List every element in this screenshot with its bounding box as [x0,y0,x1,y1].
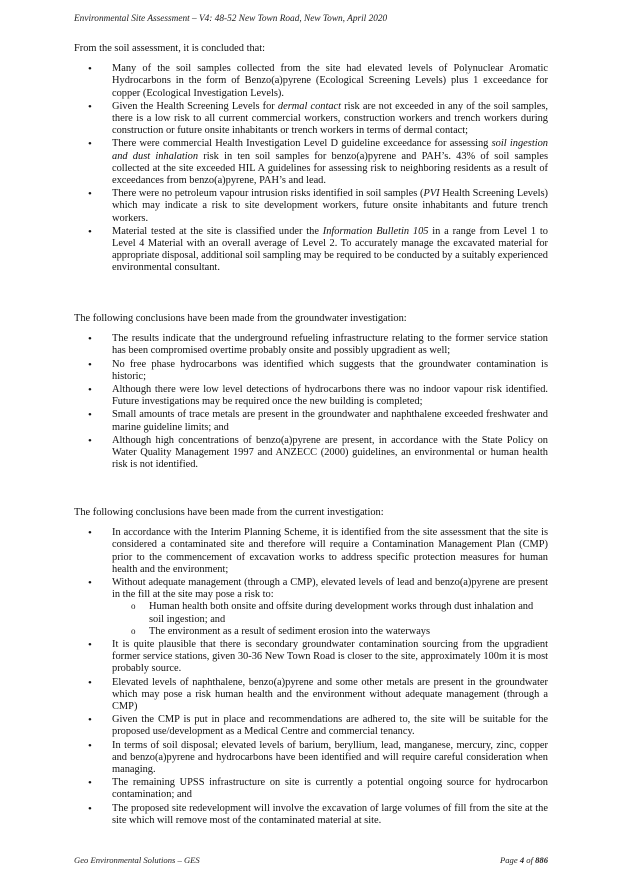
footer-page-of: of [524,855,536,865]
groundwater-bullet-1: • The results indicate that the underground refueling infrastructure relating to the former service station has been compromised overtime probably onsite and possibly upgradient as well; [112,333,548,357]
footer-page-number [500,855,548,865]
soil-bullet-1-text: Many of the soil samples collected from the site had elevated levels of Polynuclear Aromatic Hydrocarbons in the form of Benzo(a)pyrene (Ecological Screening Levels) plus 1 exceedance for copper (Ecological Investigation Levels). [112,63,548,99]
current-bullet-3: • It is quite plausible that there is secondary groundwater contamination sourcing from the upgradient former service stations, given 30-36 New Town Road is closer to the site, approximately 100m it is most probably source. [112,639,548,676]
current-intro: The following conclusions have been made from the current investigation: [74,507,384,518]
current-bullet-5: • Given the CMP is put in place and recommendations are adhered to, the site will be suitable for the proposed use/development as a Medical Centre and commercial tenancy. [112,714,548,738]
groundwater-list [74,333,548,471]
soil-section [74,43,548,276]
groundwater-bullet-2: • No free phase hydrocarbons was identified which suggests that the groundwater contamination is historic; [112,359,548,383]
soil-intro: From the soil assessment, it is concluded that: [74,43,266,54]
soil-bullet-3-italic: soil ingestion and dust inhalation [112,138,548,162]
soil-bullet-4-italic: PVI [423,188,440,200]
soil-bullet-3-text-a: There were commercial Health Investigation Level D guideline exceedance for assessing [112,138,492,150]
soil-bullet-2-text-a: Given the Health Screening Levels for [112,100,278,112]
soil-bullet-5-text-a: Material tested at the site is classified under the [112,225,323,237]
soil-list [74,63,548,274]
current-list [74,527,548,827]
soil-bullet-3 [112,138,548,187]
soil-bullet-3-text-b: risk in ten soil samples for benzo(a)pyrene and PAH’s. 43% of soil samples collected at the site exceeded HIL A guidelines for assessing risk to neighboring residents as a result of exceedances from benzo(a)pyrene, PAH’s and lead. [112,150,548,187]
soil-bullet-4 [112,188,548,225]
footer-page-total: 886 [535,855,548,865]
current-bullet-2-text: Without adequate management (through a CMP), elevated levels of lead and benzo(a)pyrene are present in the fill at the site may pose a risk to: [112,577,548,601]
groundwater-bullet-5: • Although high concentrations of benzo(a)pyrene are present, in accordance with the State Policy on Water Quality Management 1997 and ANZECC (2000) guidelines, an environmental or human health risk is not identified. [112,435,548,472]
groundwater-bullet-4: • Small amounts of trace metals are present in the groundwater and naphthalene exceeded freshwater and marine guideline limits; and [112,409,548,433]
soil-bullet-5 [112,226,548,275]
footer-page-current: 4 [519,855,525,865]
current-bullet-2 [112,577,548,638]
current-sub-bullet-1: o Human health both onsite and offsite during development works through dust inhalation and soil ingestion; and [149,601,548,625]
current-bullet-7: • The remaining UPSS infrastructure on site is currently a potential ongoing source for hydrocarbon contamination; and [112,777,548,801]
current-bullet-6: • In terms of soil disposal; elevated levels of barium, beryllium, lead, manganese, mercury, zinc, copper and benzo(a)pyrene and hydrocarbons have been identified and will require careful consideration when managing. [112,740,548,777]
page-footer [74,855,548,865]
soil-bullet-2 [112,101,548,138]
current-sublist [112,601,548,638]
soil-bullet-5-text-b: in a range from Level 1 to Level 4 Material with an overall average of Level 2. To accurately manage the excavated material for appropriate disposal, additional soil sampling may be required to be conducted by a suitably experienced environmental consultant. [112,225,548,274]
current-bullet-4: • Elevated levels of naphthalene, benzo(a)pyrene and some other metals are present in the groundwater which may pose a risk human health and the environment without adequate management (through a CMP) [112,677,548,714]
footer-company: Geo Environmental Solutions – GES [74,855,200,865]
groundwater-intro: The following conclusions have been made from the groundwater investigation: [74,313,407,324]
groundwater-bullet-3: • Although there were low level detections of hydrocarbons there was no indoor vapour risk identified. Future investigations may be required once the new building is completed; [112,384,548,408]
page-header: Environmental Site Assessment – V4: 48-52 New Town Road, New Town, April 2020 [74,14,388,24]
groundwater-section [74,313,548,472]
soil-bullet-4-text-b: Health Screening Levels) which may indicate a risk to site development workers, future onsite inhabitants and future trench workers. [112,188,549,224]
current-bullet-1: • In accordance with the Interim Planning Scheme, it is identified from the site assessment that the site is considered a contaminated site and therefore will require a Contamination Management Plan (CMP) prior to the commencement of excavation works to address specific protection measures for human health and the environment; [112,527,548,576]
soil-bullet-2-text-b: risk are not exceeded in any of the soil samples, there is a low risk to all current commercial workers, construction workers and trench workers during construction or future onsite inhabitants or trench workers in terms of dermal contact; [112,100,548,137]
soil-bullet-4-text-a: There were no petroleum vapour intrusion risks identified in soil samples ( [112,188,424,200]
current-bullet-8: • The proposed site redevelopment will involve the excavation of large volumes of fill from the site at the site which will remove most of the contaminated material at site. [112,803,548,827]
current-section [74,507,548,828]
soil-bullet-2-italic: dermal contact [277,100,342,112]
current-sub-bullet-2: o The environment as a result of sediment erosion into the waterways [149,626,548,638]
soil-bullet-1 [112,63,548,100]
soil-bullet-5-italic: Information Bulletin 105 [322,225,429,237]
footer-page-prefix: Page [500,855,520,865]
